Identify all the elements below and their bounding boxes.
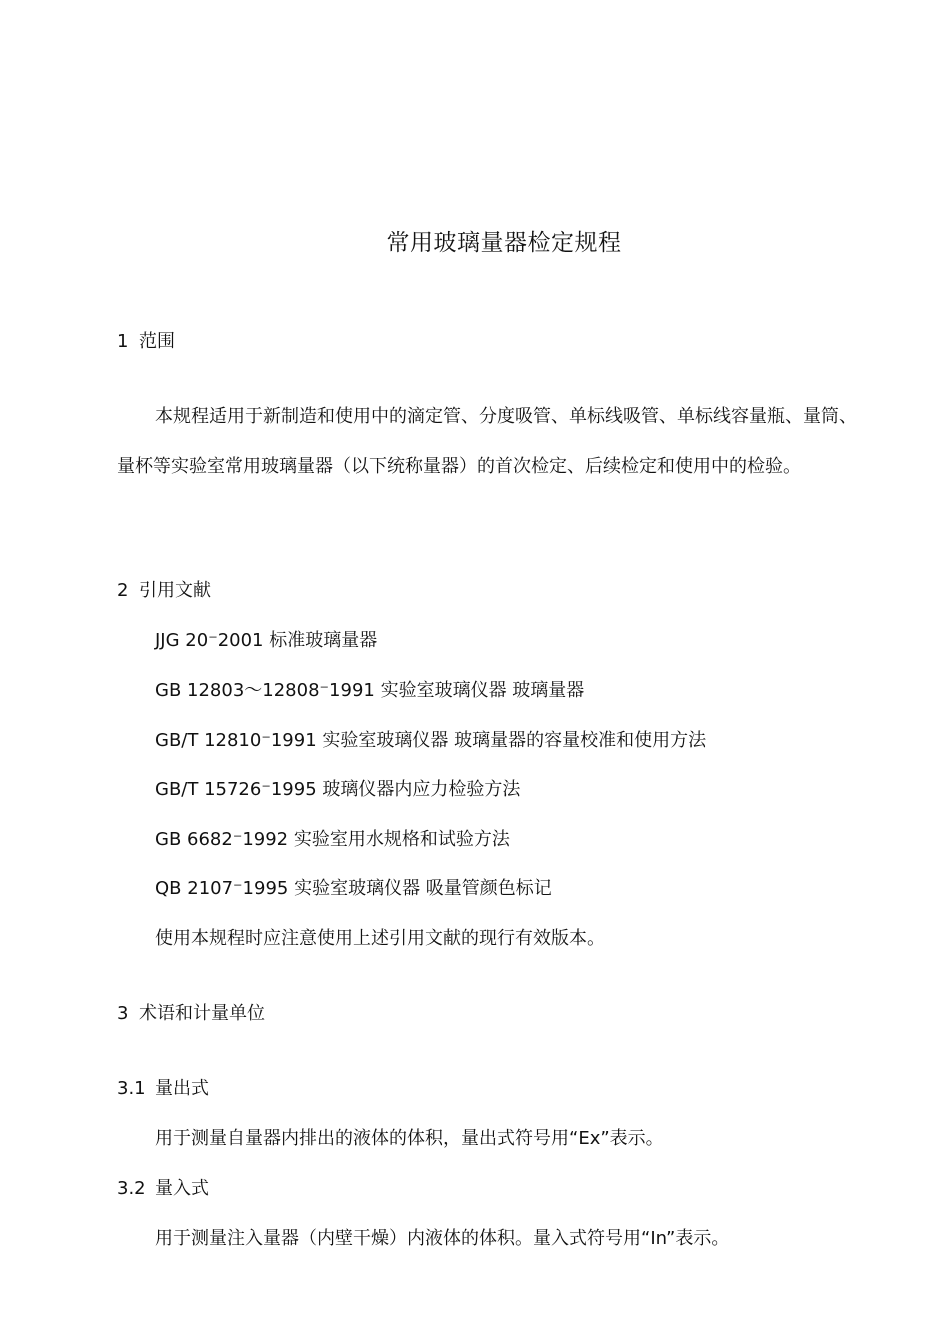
section-2-heading [117,578,211,604]
section-1-heading [117,329,175,355]
section-number: 3 [117,1003,129,1024]
section-number: 1 [117,331,129,352]
subsection-number: 3.2 [117,1178,146,1199]
section-1-paragraph: 本规程适用于新制造和使用中的滴定管、分度吸管、单标线吸管、单标线容量瓶、量筒、量杯等实验室常用玻璃量器（以下统称量器）的首次检定、后续检定和使用中的检验。 [117,406,857,477]
section-title: 范围 [139,331,175,352]
document-title: 常用玻璃量器检定规程 [386,230,622,256]
subsection-3-2-text: 用于测量注入量器（内壁干燥）内液体的体积。量入式符号用“In”表示。 [155,1228,730,1249]
section-title: 引用文献 [139,580,211,601]
section-title: 术语和计量单位 [139,1003,265,1024]
subsection-number: 3.1 [117,1078,146,1099]
subsection-3-1-text: 用于测量自量器内排出的液体的体积，量出式符号用“Ex”表示。 [155,1128,664,1149]
reference-note: 使用本规程时应注意使用上述引用文献的现行有效版本。 [155,928,605,949]
subsection-title: 量出式 [155,1078,209,1099]
subsection-3-1-heading [117,1076,209,1102]
reference-item: GB/T 12810⁻1991 实验室玻璃仪器 玻璃量器的容量校准和使用方法 [155,730,707,751]
reference-item: JJG 20⁻2001 标准玻璃量器 [155,630,378,651]
section-number: 2 [117,580,129,601]
reference-item: GB/T 15726⁻1995 玻璃仪器内应力检验方法 [155,779,521,800]
section-3-heading [117,1001,265,1027]
subsection-3-2-heading [117,1176,209,1202]
reference-item: GB 6682⁻1992 实验室用水规格和试验方法 [155,829,510,850]
reference-item: QB 2107⁻1995 实验室玻璃仪器 吸量管颜色标记 [155,878,552,899]
reference-item: GB 12803～12808⁻1991 实验室玻璃仪器 玻璃量器 [155,680,585,701]
subsection-title: 量入式 [155,1178,209,1199]
